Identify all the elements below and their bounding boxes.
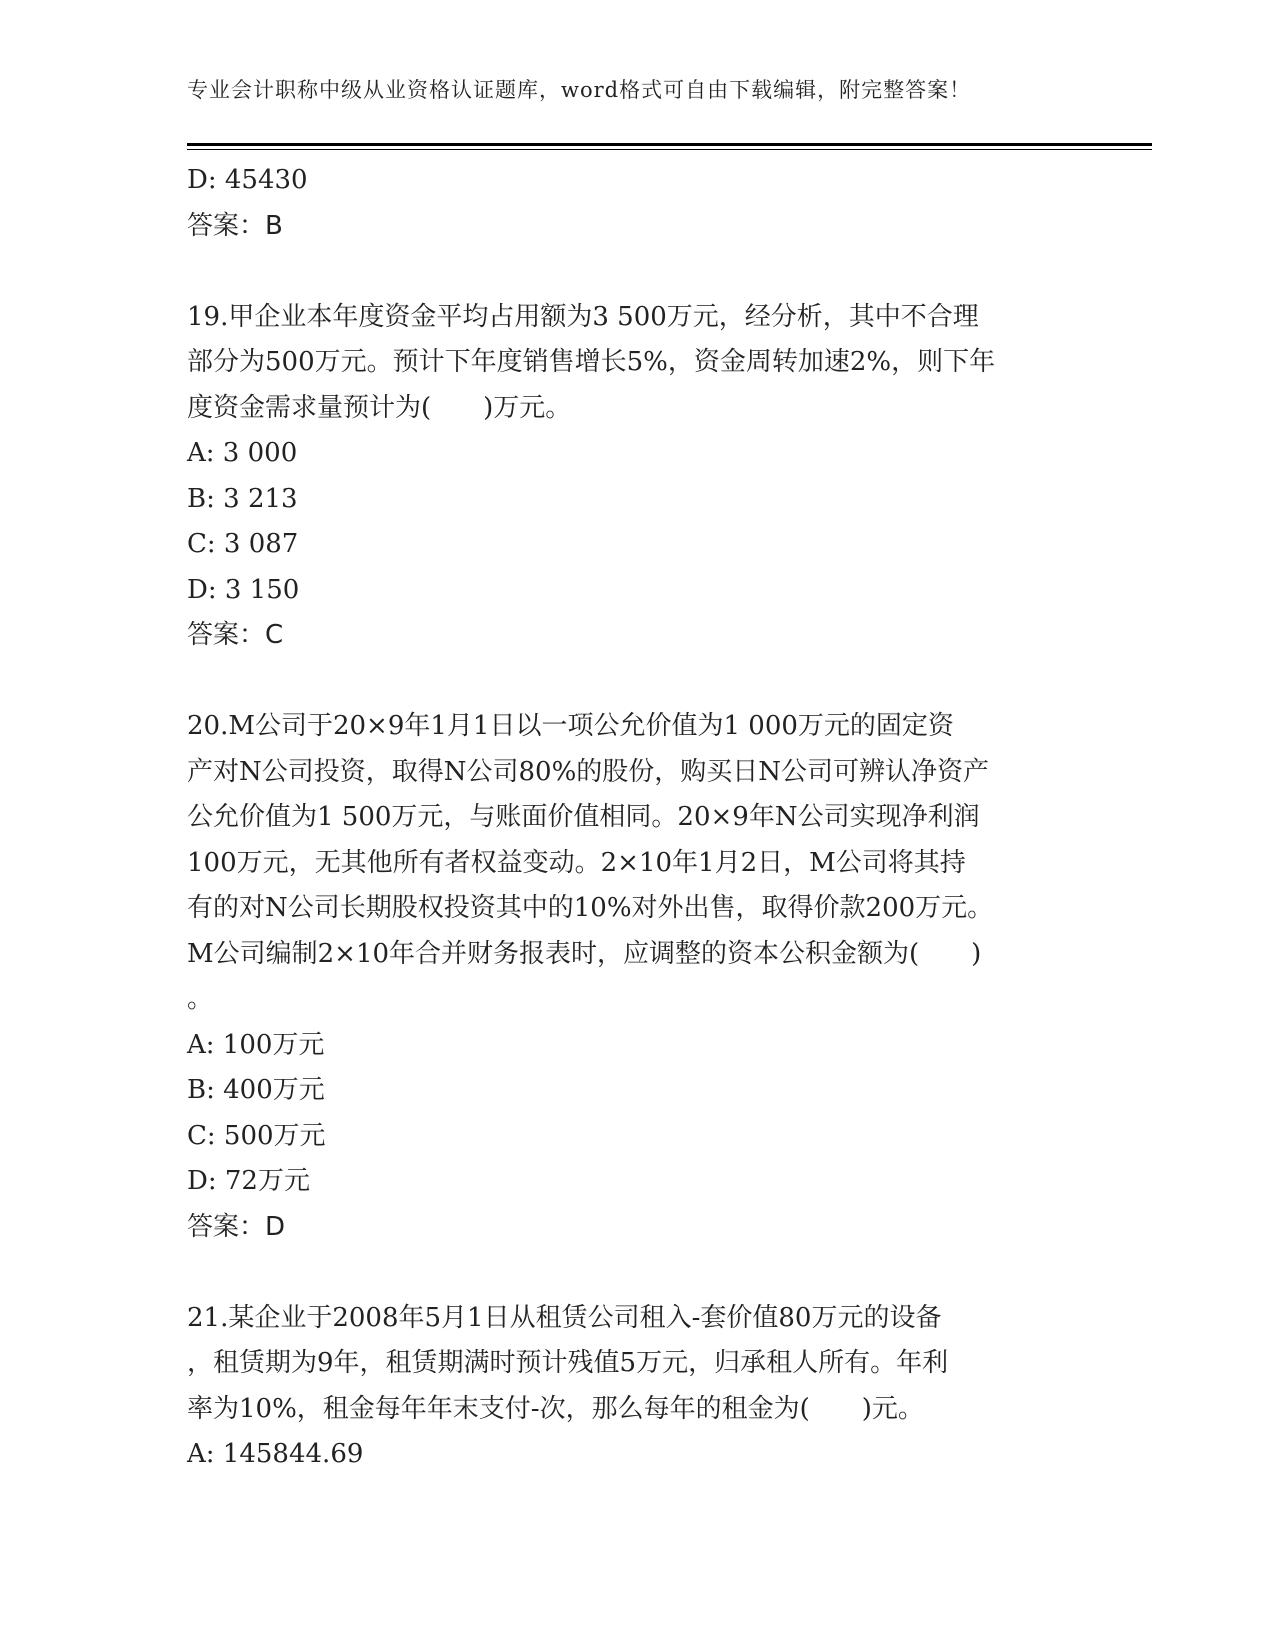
question-20-line: 产对N公司投资，取得N公司80%的股份，购买日N公司可辨认净资产	[187, 756, 990, 787]
question-20-option-b: B: 400万元	[187, 1075, 325, 1105]
question-19-option-c: C: 3 087	[187, 529, 299, 559]
question-19-line: 19.甲企业本年度资金平均占用额为3 500万元，经分析，其中不合理	[187, 301, 979, 332]
question-20	[187, 704, 1082, 1250]
question-21	[187, 1296, 1082, 1478]
header-rule-thick	[187, 143, 1152, 146]
question-21-line: 21.某企业于2008年5月1日从租赁公司租入-套价值80万元的设备	[187, 1302, 942, 1333]
question-20-option-d: D: 72万元	[187, 1166, 310, 1196]
question-20-option-c: C: 500万元	[187, 1120, 326, 1151]
question-19-line: 度资金需求量预计为( )万元。	[187, 392, 572, 423]
prev-option-d: D: 45430	[187, 165, 308, 195]
page-header: 专业会计职称中级从业资格认证题库，word格式可自由下载编辑，附完整答案！	[187, 78, 972, 102]
question-19-answer: 答案：C	[187, 620, 284, 650]
question-19-line: 部分为500万元。预计下年度销售增长5%，资金周转加速2%，则下年	[187, 347, 996, 377]
question-19	[187, 295, 1082, 659]
question-20-line: 。	[187, 984, 214, 1014]
question-20-line: 20.M公司于20×9年1月1日以一项公允价值为1 000万元的固定资	[187, 711, 954, 741]
question-20-line: M公司编制2×10年合并财务报表时，应调整的资本公积金额为( )	[187, 938, 982, 969]
question-19-option-d: D: 3 150	[187, 574, 300, 605]
question-20-line: 100万元，无其他所有者权益变动。2×10年1月2日，M公司将其持	[187, 847, 966, 878]
prev-answer: 答案：B	[187, 210, 283, 241]
question-20-line: 有的对N公司长期股权投资其中的10%对外出售，取得价款200万元。	[187, 893, 994, 923]
question-20-line: 公允价值为1 500万元，与账面价值相同。20×9年N公司实现净利润	[187, 802, 980, 832]
question-21-option-a: A: 145844.69	[187, 1439, 364, 1469]
question-20-option-a: A: 100万元	[187, 1029, 325, 1060]
question-21-line: ，租赁期为9年，租赁期满时预计残值5万元，归承租人所有。年利	[187, 1348, 949, 1378]
question-19-option-b: B: 3 213	[187, 483, 298, 514]
question-20-answer: 答案：D	[187, 1211, 286, 1242]
question-19-option-a: A: 3 000	[187, 438, 298, 468]
question-21-line: 率为10%，租金每年年末支付-次，那么每年的租金为( )元。	[187, 1393, 924, 1424]
header-rule-thin	[187, 149, 1152, 150]
question-content	[187, 158, 1082, 1478]
